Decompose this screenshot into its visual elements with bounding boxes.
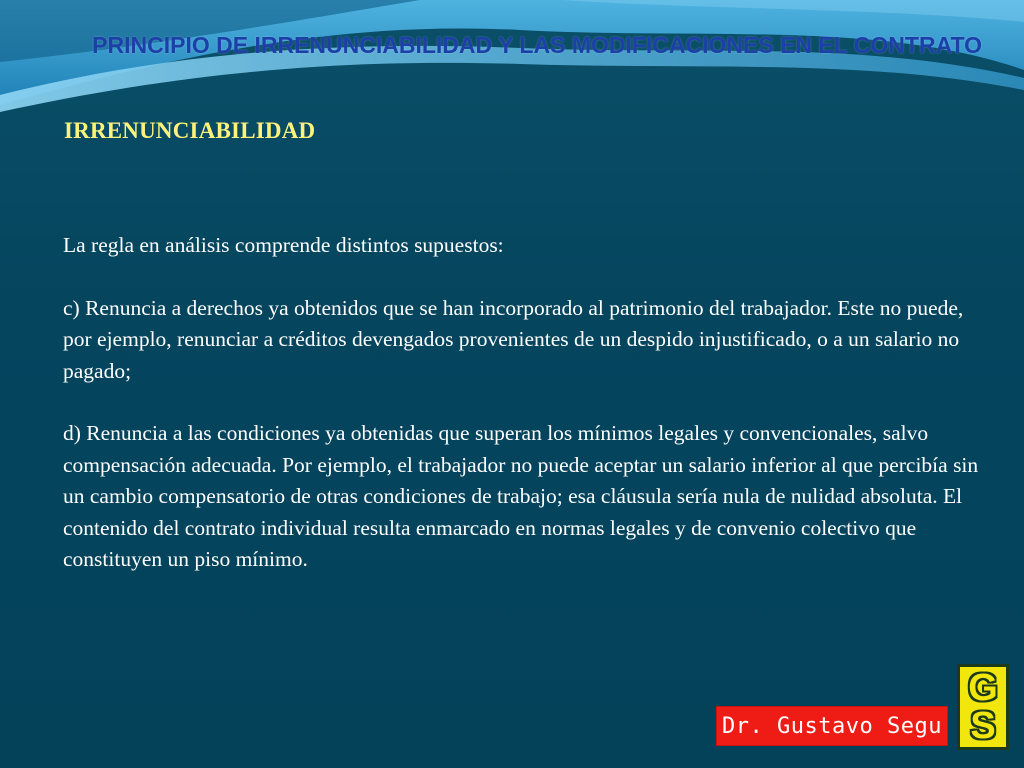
slide-title: PRINCIPIO DE IRRENUNCIABILIDAD Y LAS MODIFICACIONES EN EL CONTRATO	[92, 32, 982, 58]
wave-decoration	[0, 0, 1024, 130]
paragraph-intro: La regla en análisis comprende distintos supuestos:	[63, 233, 504, 257]
paragraph-c: c) Renuncia a derechos ya obtenidos que se han incorporado al patrimonio del trabajador. Este no puede, por ejemplo, renunciar a créditos devengados provenientes de un despido injustificado, o a un salario no pagado;	[63, 295, 964, 383]
section-heading: IRRENUNCIABILIDAD	[64, 118, 316, 143]
logo-letter-s: S	[970, 705, 996, 747]
body-text	[63, 230, 993, 607]
gs-logo	[957, 664, 1009, 750]
paragraph-d: d) Renuncia a las condiciones ya obtenidas que superan los mínimos legales y convencionales, salvo compensación adecuada. Por ejemplo, el trabajador no puede aceptar un salario inferior al que percibía sin un cambio compensatorio de otras condiciones de trabajo; esa cláusula sería nula de nulidad absoluta. El contenido del contrato individual resulta enmarcado en normas legales y de convenio colectivo que constituyen un piso mínimo.	[63, 421, 979, 571]
author-signature-banner: Dr. Gustavo Segu	[716, 706, 948, 746]
logo-letter-g: G	[968, 667, 998, 709]
